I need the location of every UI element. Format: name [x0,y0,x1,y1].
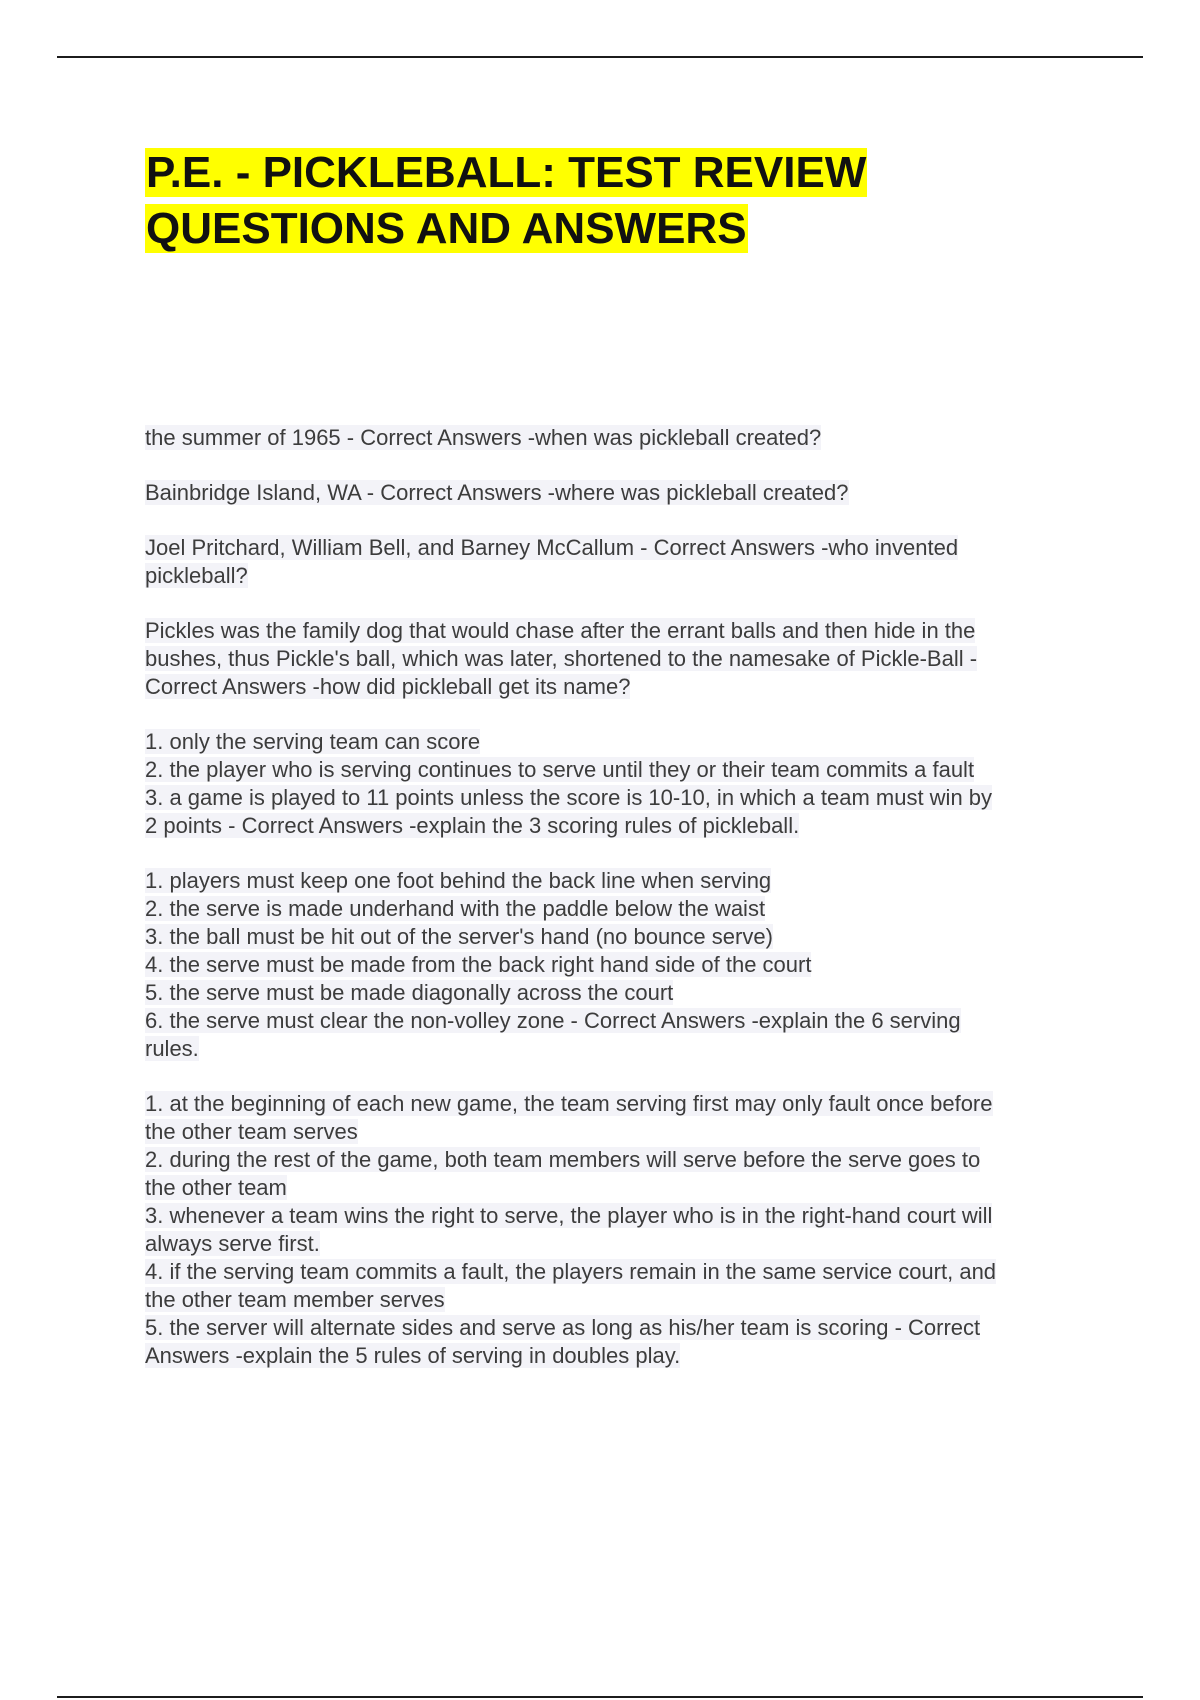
qa-line: 3. the ball must be hit out of the server's hand (no bounce serve) [145,924,773,949]
qa-line: 2. the serve is made underhand with the paddle below the waist [145,896,766,921]
qa-item [145,728,1085,840]
qa-line: Correct Answers -how did pickleball get its name? [145,674,631,699]
qa-line: 4. if the serving team commits a fault, the players remain in the same service court, and [145,1259,997,1284]
qa-line: Pickles was the family dog that would chase after the errant balls and then hide in the [145,618,976,643]
qa-line: rules. [145,1036,199,1061]
qa-line: 3. whenever a team wins the right to serve, the player who is in the right-hand court will [145,1203,993,1228]
title-line-2: QUESTIONS AND ANSWERS [146,204,747,253]
bottom-rule [57,1696,1143,1698]
qa-line: 5. the serve must be made diagonally across the court [145,980,674,1005]
qa-line: bushes, thus Pickle's ball, which was later, shortened to the namesake of Pickle-Ball - [145,646,978,671]
qa-line: always serve first. [145,1231,320,1256]
qa-line: Joel Pritchard, William Bell, and Barney McCallum - Correct Answers -who invented [145,535,959,560]
qa-line: the other team member serves [145,1287,445,1312]
qa-line: 5. the server will alternate sides and serve as long as his/her team is scoring - Correct [145,1315,981,1340]
title-line-1: P.E. - PICKLEBALL: TEST REVIEW [146,148,867,197]
qa-line: the other team serves [145,1119,358,1144]
qa-line: 1. players must keep one foot behind the back line when serving [145,868,772,893]
qa-line: 1. at the beginning of each new game, the team serving first may only fault once before [145,1091,993,1116]
document-title [145,145,1105,257]
qa-list [145,424,1085,1397]
qa-item [145,534,1085,590]
qa-line: 2. the player who is serving continues to serve until they or their team commits a fault [145,757,975,782]
qa-line: 1. only the serving team can score [145,729,481,754]
qa-item [145,617,1085,701]
qa-line: the other team [145,1175,287,1200]
qa-line: Answers -explain the 5 rules of serving in doubles play. [145,1343,681,1368]
qa-line: the summer of 1965 - Correct Answers -when was pickleball created? [145,425,822,450]
qa-line: pickleball? [145,563,248,588]
qa-line: 2. during the rest of the game, both team members will serve before the serve goes to [145,1147,981,1172]
qa-line: 4. the serve must be made from the back right hand side of the court [145,952,812,977]
qa-line: Bainbridge Island, WA - Correct Answers -where was pickleball created? [145,480,849,505]
qa-line: 3. a game is played to 11 points unless the score is 10-10, in which a team must win by [145,785,993,810]
qa-item [145,867,1085,1063]
qa-item [145,479,1085,507]
top-rule [57,56,1143,58]
qa-item [145,424,1085,452]
qa-line: 6. the serve must clear the non-volley zone - Correct Answers -explain the 6 serving [145,1008,961,1033]
qa-line: 2 points - Correct Answers -explain the 3 scoring rules of pickleball. [145,813,800,838]
qa-item [145,1090,1085,1370]
